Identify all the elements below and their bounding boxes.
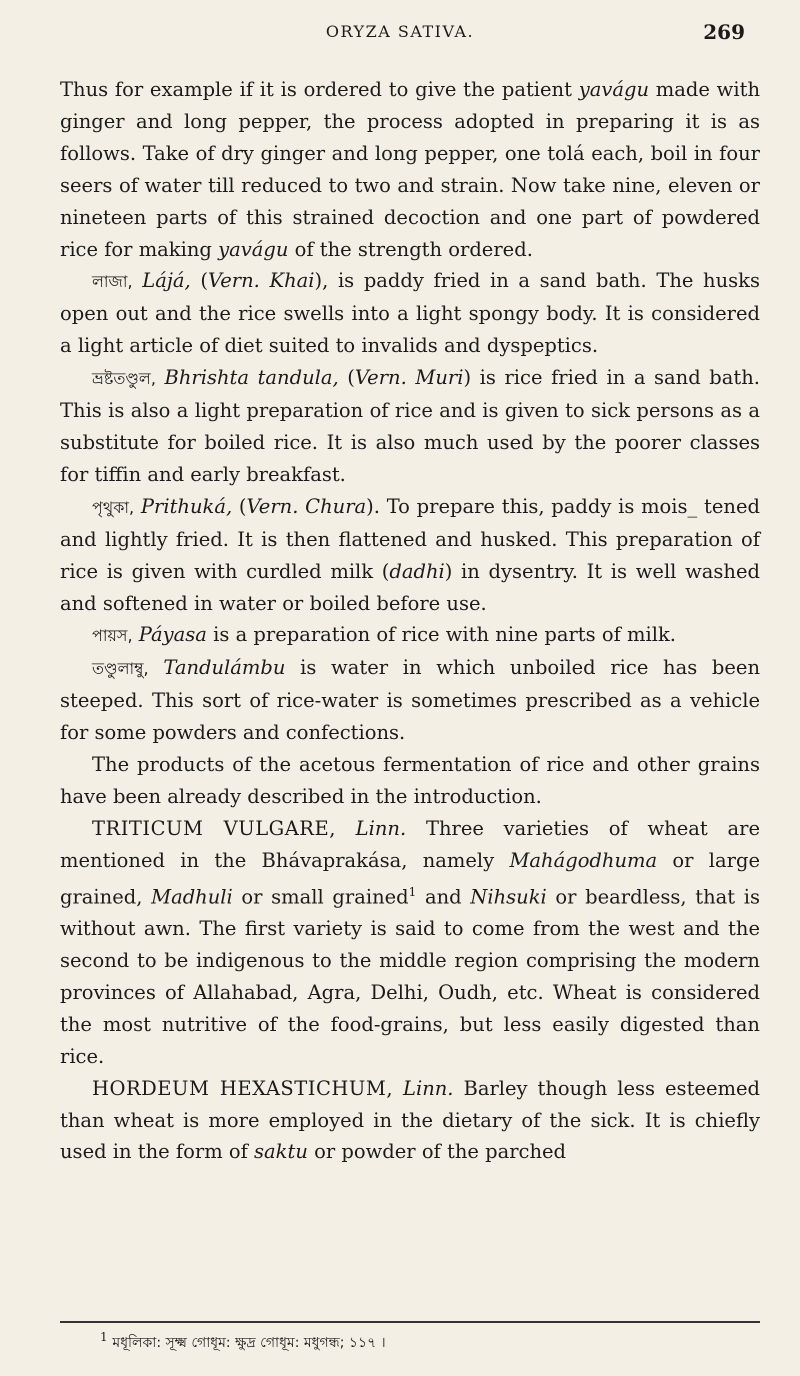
text-run: of the strength ordered. (288, 237, 533, 261)
footnote-text: মধূলিকা: সূক্ষ্ম গোধূম: ক্ষুদ্র গোধূম: মধুগন্ধ; ১১৭ । (112, 1335, 386, 1351)
italic-term: Linn. (393, 1076, 454, 1100)
italic-term: Prithuká, (134, 494, 233, 518)
italic-term: Tandulámbu (148, 656, 286, 680)
bengali-term: তণ্ডুলাম্বু, (92, 659, 149, 679)
text-run: and (416, 885, 471, 909)
text-run: or large grained, (60, 848, 760, 909)
text-run: The products of the acetous fermentation of rice and other grains have been already described in the introduction. (60, 753, 760, 808)
footnote-rule (60, 1321, 760, 1323)
text-run: is a preparation of rice with nine parts of milk. (206, 623, 676, 647)
bengali-term: পৃথুকা, (92, 497, 135, 517)
bengali-term: ভ্রষ্টতণ্ডুল, (92, 369, 156, 389)
running-title: ORYZA SATIVA. (325, 22, 475, 41)
italic-term: dadhi (389, 559, 445, 583)
text-run: Three varieties of wheat are mentioned in the Bhávaprakása, namely (60, 816, 760, 872)
bengali-term: লাজা, (92, 272, 133, 292)
footnote-marker: 1 (408, 884, 417, 899)
text-run: ( (232, 494, 247, 518)
text-run: Thus for example if it is ordered to give the patient (60, 78, 579, 101)
italic-term: Bhrishta tandula, (155, 366, 339, 390)
italic-term: Nihsuki (470, 885, 547, 909)
text-run: made with ginger and long pepper, the process adopted in preparing it is as follows. Take of dry ginger and long pepper, one tolá each, boil in four seers of water till reduced to two and strain. Now take nine, eleven or nineteen parts of this strained decoction and one part of powdered rice for making (60, 78, 760, 261)
running-head (0, 22, 800, 52)
paragraph-triticum (60, 813, 760, 1073)
text-run: ), is paddy fried in a sand bath. The husks open out and the rice swells into a light spongy body. It is considered a light article of diet suited to invalids and dyspeptics. (60, 269, 761, 358)
italic-term: Vern. Chura (246, 494, 367, 518)
page-number: 269 (703, 20, 745, 44)
italic-term: Páyasa (132, 623, 207, 647)
text-run: is water in which unboiled rice has been steeped. This sort of rice-water is sometimes prescribed as a vehicle for some powders and confections. (60, 656, 761, 745)
paragraph-hordeum (60, 1073, 760, 1169)
italic-term: Vern. Muri (354, 366, 464, 390)
text-run: or beardless, that is without awn. The first variety is said to come from the west and the second to be indigenous to the middle region comprising the modern provinces of Allahabad, Agra, Delhi, Oudh, etc. Wheat is considered the most nutritive of the food-grains, but less easily digested than rice. (60, 885, 760, 1068)
body-text (60, 74, 760, 1168)
paragraph-laja (60, 265, 760, 362)
text-run: ( (338, 366, 355, 390)
italic-term: yavágu (218, 237, 289, 261)
paragraph-payasa (60, 619, 760, 652)
italic-term: yavágu (578, 78, 650, 101)
text-run: Barley though less esteemed than wheat is more employed in the dietary of the sick. It is chiefly used in the form of (60, 1076, 760, 1164)
text-run: ) in dysentry. It is well washed and softened in water or boiled before use. (60, 559, 760, 615)
paragraph-bhrishta-tandula (60, 362, 760, 491)
paragraph-yavagu (60, 74, 760, 265)
text-run: or small grained (232, 885, 409, 909)
text-run: ( (190, 269, 208, 293)
footnote (100, 1330, 740, 1355)
italic-term: Lájá, (132, 269, 191, 293)
paragraph-prithuka (60, 491, 760, 620)
text-run: or powder of the parched (307, 1140, 567, 1164)
footnote-mark: 1 (100, 1330, 108, 1344)
bengali-term: পায়স, (92, 626, 133, 646)
paragraph-fermentation (60, 749, 760, 813)
paragraph-tandulambu (60, 652, 760, 749)
italic-term: Linn. (335, 816, 407, 840)
italic-term: Madhuli (151, 885, 233, 909)
species-heading: TRITICUM VULGARE, (92, 816, 336, 840)
italic-term: Mahágodhuma (509, 848, 658, 872)
italic-term: saktu (254, 1140, 308, 1164)
text-run: ). To prepare this, paddy is mois_ tened and lightly fried. It is then flattened and husked. This preparation of rice is given with curdled milk ( (60, 494, 760, 583)
italic-term: Vern. Khai (207, 269, 315, 293)
species-heading: HORDEUM HEXASTICHUM, (92, 1076, 394, 1100)
text-run: ) is rice fried in a sand bath. This is also a light preparation of rice and is given to sick persons as a substitute for boiled rice. It is also much used by the poorer classes for tiffin and early breakfast. (60, 366, 760, 486)
